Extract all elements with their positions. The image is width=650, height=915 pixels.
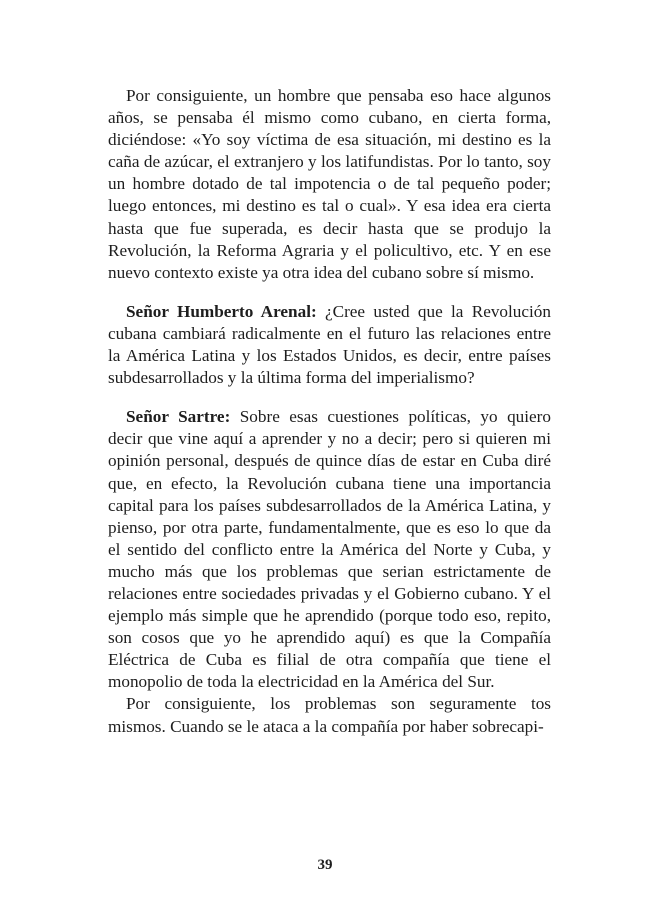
speaker-sartre: Señor Sartre:: [126, 407, 231, 427]
page-text-block: [108, 85, 551, 738]
paragraph-3: [108, 406, 551, 693]
paragraph-2: [108, 301, 551, 389]
speaker-humberto-arenal: Señor Humberto Arenal:: [126, 301, 317, 321]
paragraph-2-text: ¿Cree usted que la Revolución cubana cambiará radicalmente en el futuro las relaciones entre la América Latina y los Estados Unidos, es decir, entre países subdesarrollados y la última forma del imperialismo?: [108, 301, 551, 388]
paragraph-1-text: Por consiguiente, un hombre que pensaba eso hace algunos años, se pensaba él mismo como cubano, en cierta forma, diciéndose: «Yo soy víctima de esa situación, mi destino es la caña de azúcar, el extranjero y los latifundistas. Por lo tanto, soy un hombre dotado de tal impotencia o de tal pequeño poder; luego entonces, mi destino es tal o cual». Y esa idea era cierta hasta que fue superada, es decir hasta que se produjo la Revolución, la Reforma Agraria y el policultivo, etc. Y en ese nuevo contexto existe ya otra idea del cubano sobre sí mismo.: [108, 86, 551, 282]
page-number: 39: [317, 857, 333, 873]
paragraph-3-text: Sobre esas cuestiones políticas, yo quiero decir que vine aquí a aprender y no a decir; pero si quieren mi opinión personal, después de quince días de estar en Cuba diré que, en efecto, la Revolución cubana tiene una importancia capital para los países subdesarrollados de la América Latina, y pienso, por otra parte, fundamentalmente, que es eso lo que da el sentido del conflicto entre la América del Norte y Cuba, y mucho más que los problemas que serian estrictamente de relaciones entre sociedades privadas y el Gobierno cubano. Y el ejemplo más simple que he aprendido (porque todo eso, repito, son cosos que yo he aprendido aquí) es que la Compañía Eléctrica de Cuba es filial de otra compañía que tiene el monopolio de toda la electricidad en la América del Sur.: [108, 407, 551, 692]
paragraph-4-text: Por consiguiente, los problemas son seguramente tos mismos. Cuando se le ataca a la compañía por haber sobrecapi-: [108, 694, 551, 736]
paragraph-1: [108, 85, 551, 284]
paragraph-4: [108, 693, 551, 737]
